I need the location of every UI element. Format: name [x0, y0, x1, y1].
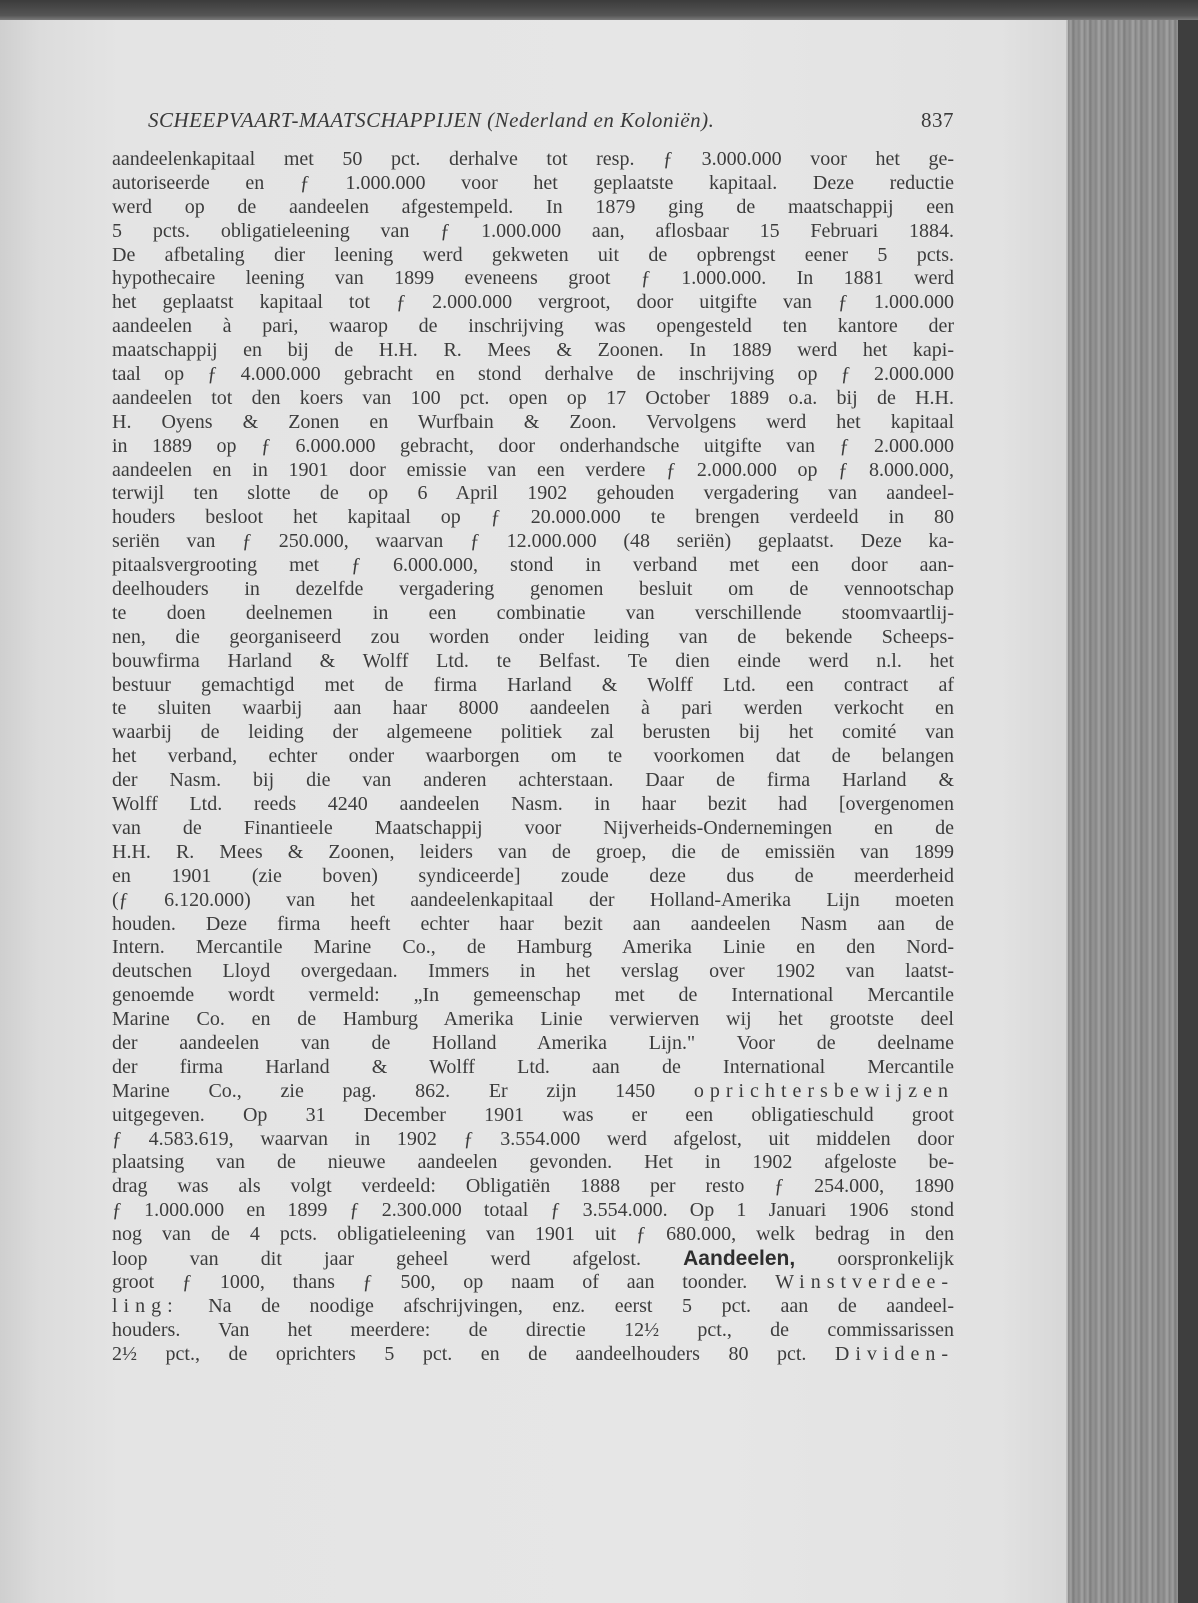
text-line: der firma Harland & Wolff Ltd. aan de International Mercantile — [112, 1055, 954, 1078]
text-line: het verband, echter onder waarborgen om te voorkomen dat de belangen — [112, 745, 954, 768]
book-cover-edge — [1178, 20, 1198, 1603]
text-line: deutschen Lloyd overgedaan. Immers in het verslag over 1902 van laatst- — [112, 960, 954, 983]
text-line: nog van de 4 pcts. obligatieleening van 1901 uit ƒ 680.000, welk bedrag in den — [112, 1223, 954, 1246]
text-line: deelhouders in dezelfde vergadering genomen besluit om de vennootschap — [112, 578, 954, 601]
text-line: genoemde wordt vermeld: „In gemeenschap met de International Mercantile — [112, 984, 954, 1007]
text-line: 5 pcts. obligatieleening van ƒ 1.000.000 aan, aflosbaar 15 Februari 1884. — [112, 219, 954, 242]
text-line-bold — [112, 1247, 954, 1271]
text-line-spaced — [112, 1343, 954, 1367]
text-line: nen, die georganiseerd zou worden onder leiding van de bekende Scheeps- — [112, 625, 954, 648]
text-line: autoriseerde en ƒ 1.000.000 voor het geplaatste kapitaal. Deze reductie — [112, 171, 954, 194]
text-line: bestuur gemachtigd met de firma Harland & Wolff Ltd. een contract af — [112, 673, 954, 696]
page-number: 837 — [921, 108, 954, 132]
running-head — [148, 108, 954, 138]
text-line: aandeelen à pari, waarop de inschrijving was opengesteld ten kantore der — [112, 315, 954, 338]
running-head-title: SCHEEPVAART-MAATSCHAPPIJEN (Nederland en Koloniën). — [148, 108, 715, 132]
text-line: van de Finantieele Maatschappij voor Nijverheids-Ondernemingen en de — [112, 816, 954, 839]
text-run: 2½ pct., de oprichters 5 pct. en de aandeelhouders 80 pct. — [112, 1342, 807, 1365]
text-line: maatschappij en bij de H.H. R. Mees & Zoonen. In 1889 werd het kapi- — [112, 339, 954, 362]
text-run: Marine Co., zie pag. 862. Er zijn 1450 — [112, 1079, 656, 1102]
text-line: werd op de aandeelen afgestempeld. In 1879 ging de maatschappij een — [112, 195, 954, 218]
text-line: het geplaatst kapitaal tot ƒ 2.000.000 vergroot, door uitgifte van ƒ 1.000.000 — [112, 291, 954, 314]
text-run: oorspronkelijk — [837, 1247, 955, 1270]
text-line: De afbetaling dier leening werd gekweten uit de opbrengst eener 5 pcts. — [112, 243, 954, 266]
text-run: Na de noodige afschrijvingen, enz. eerst 5 pct. aan de aandeel- — [208, 1294, 954, 1317]
text-line-spaced — [112, 1080, 954, 1104]
text-line-spaced — [112, 1295, 954, 1319]
text-line: Wolff Ltd. reeds 4240 aandeelen Nasm. in haar bezit had [overgenomen — [112, 793, 954, 816]
text-line: taal op ƒ 4.000.000 gebracht en stond derhalve de inschrijving op ƒ 2.000.000 — [112, 363, 954, 386]
text-line: aandeelen tot den koers van 100 pct. open op 17 October 1889 o.a. bij de H.H. — [112, 386, 954, 409]
text-line: houden. Deze firma heeft echter haar bezit aan aandeelen Nasm aan de — [112, 912, 954, 935]
text-line: te sluiten waarbij aan haar 8000 aandeelen à pari werden verkocht en — [112, 697, 954, 720]
text-line: aandeelenkapitaal met 50 pct. derhalve tot resp. ƒ 3.000.000 voor het ge- — [112, 148, 954, 170]
text-line: en 1901 (zie boven) syndiceerde] zoude deze dus de meerderheid — [112, 864, 954, 887]
text-line: uitgegeven. Op 31 December 1901 was er een obligatieschuld groot — [112, 1103, 954, 1126]
page-stack-edge — [1066, 20, 1180, 1603]
text-line: houders. Van het meerdere: de directie 12½ pct., de commissarissen — [112, 1318, 954, 1341]
text-line: drag was als volgt verdeeld: Obligatiën 1888 per resto ƒ 254.000, 1890 — [112, 1175, 954, 1198]
text-line: ƒ 1.000.000 en 1899 ƒ 2.300.000 totaal ƒ 3.554.000. Op 1 Januari 1906 stond — [112, 1199, 954, 1222]
spaced-term: Dividen- — [834, 1342, 954, 1365]
text-line: plaatsing van de nieuwe aandeelen gevonden. Het in 1902 afgeloste be- — [112, 1151, 954, 1174]
text-line: te doen deelnemen in een combinatie van verschillende stoomvaartlij- — [112, 601, 954, 624]
text-line: houders besloot het kapitaal op ƒ 20.000.000 te brengen verdeeld in 80 — [112, 506, 954, 529]
text-line: ƒ 4.583.619, waarvan in 1902 ƒ 3.554.000 werd afgelost, uit middelen door — [112, 1127, 954, 1150]
text-line: terwijl ten slotte de op 6 April 1902 gehouden vergadering van aandeel- — [112, 482, 954, 505]
section-heading-aandeelen: Aandeelen, — [683, 1246, 796, 1270]
text-run: groot ƒ 1000, thans ƒ 500, op naam of aan toonder. — [112, 1270, 748, 1293]
text-line: H. Oyens & Zonen en Wurfbain & Zoon. Vervolgens werd het kapitaal — [112, 410, 954, 433]
text-line: der Nasm. bij die van anderen achterstaan. Daar de firma Harland & — [112, 769, 954, 792]
spaced-term: oprichtersbewijzen — [693, 1079, 955, 1102]
spaced-term: Winstverdee- — [775, 1270, 954, 1293]
text-line: bouwfirma Harland & Wolff Ltd. te Belfast. Te dien einde werd n.l. het — [112, 649, 954, 672]
scan-top-border — [0, 0, 1198, 22]
text-line: der aandeelen van de Holland Amerika Lijn." Voor de deelname — [112, 1031, 954, 1054]
text-line: in 1889 op ƒ 6.000.000 gebracht, door onderhandsche uitgifte van ƒ 2.000.000 — [112, 434, 954, 457]
text-line: hypothecaire leening van 1899 eveneens groot ƒ 1.000.000. In 1881 werd — [112, 267, 954, 290]
text-line: pitaalsvergrooting met ƒ 6.000.000, stond in verband met een door aan- — [112, 554, 954, 577]
text-line: H.H. R. Mees & Zoonen, leiders van de groep, die de emissiën van 1899 — [112, 840, 954, 863]
body-paragraph — [112, 148, 954, 1366]
text-line: (ƒ 6.120.000) van het aandeelenkapitaal der Holland-Amerika Lijn moeten — [112, 888, 954, 911]
text-run: loop van dit jaar geheel werd afgelost. — [112, 1247, 641, 1270]
spaced-term: ling: — [112, 1294, 179, 1317]
text-line: Intern. Mercantile Marine Co., de Hamburg Amerika Linie en den Nord- — [112, 936, 954, 959]
text-line: waarbij de leiding der algemeene politiek zal berusten bij het comité van — [112, 721, 954, 744]
text-line: aandeelen en in 1901 door emissie van een verdere ƒ 2.000.000 op ƒ 8.000.000, — [112, 458, 954, 481]
text-line: Marine Co. en de Hamburg Amerika Linie verwierven wij het grootste deel — [112, 1008, 954, 1031]
text-line: seriën van ƒ 250.000, waarvan ƒ 12.000.000 (48 seriën) geplaatst. Deze ka- — [112, 530, 954, 553]
text-line-spaced — [112, 1271, 954, 1295]
